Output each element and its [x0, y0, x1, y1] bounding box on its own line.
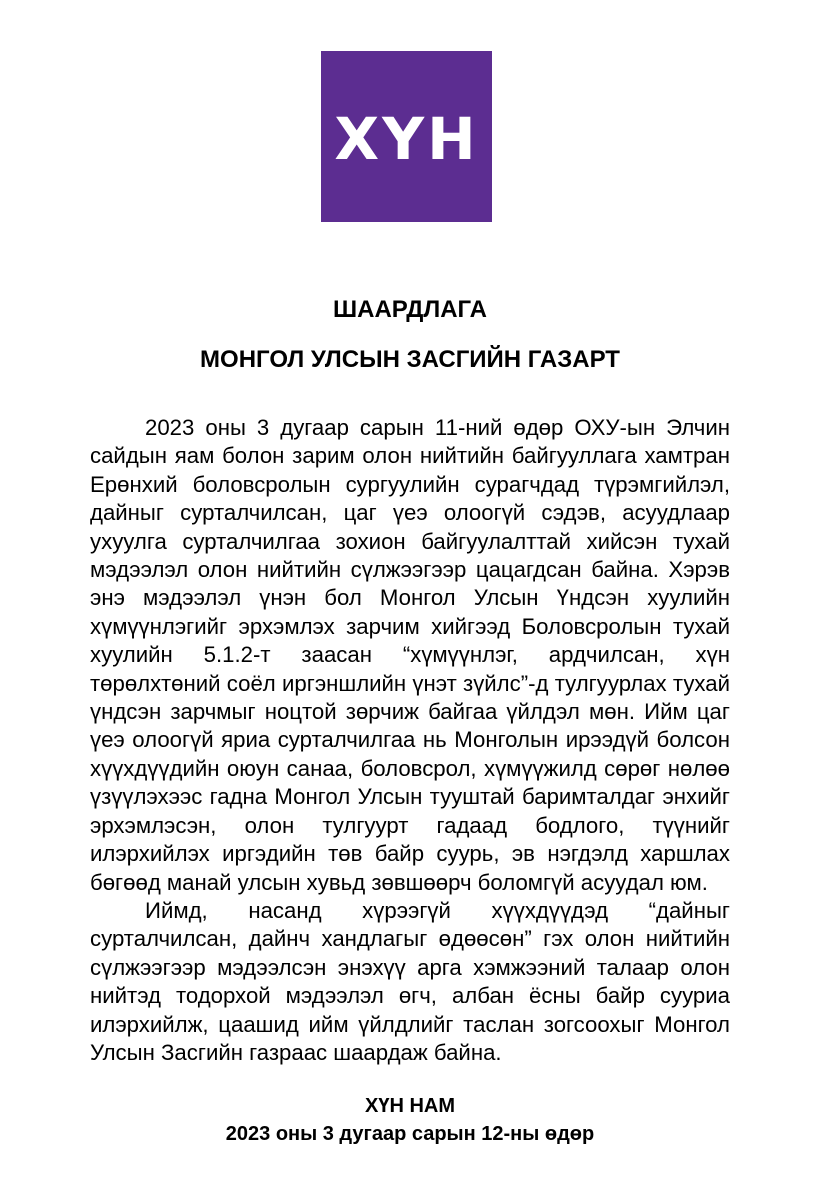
document-addressee: МОНГОЛ УЛСЫН ЗАСГИЙН ГАЗАРТ: [200, 346, 620, 373]
signature-organization: ХҮН НАМ: [364, 1095, 455, 1117]
body-paragraph-1: 2023 оны 3 дугаар сарын 11-ний өдөр ОХУ-ын Элчин сайдын яам болон зарим олон нийтийн байгууллага хамтран Ерөнхий боловсролын сургуулийн сурагчдад түрэмгийлэл, дайныг сурталчилсан, цаг үеэ олоогүй сэдэв, асуудлаар ухуулга сурталчилгаа зохион байгуулалттай хийсэн тухай мэдээлэл олон нийтийн сүлжээгээр цацагдсан байна. Хэрэв энэ мэдээлэл үнэн бол Монгол Улсын Үндсэн хуулийн хүмүүнлэгийг эрхэмлэх зарчим хийгээд Боловсролын тухай хуулийн 5.1.2-т заасан “хүмүүнлэг, ардчилсан, хүн төрөлхтөний соёл иргэншлийн үнэт зүйлс”-д тулгуурлах тухай үндсэн зарчмыг ноцтой зөрчиж байгаа үйлдэл мөн. Ийм цаг үеэ олоогүй яриа сурталчилгаа нь Монголын ирээдүй болсон хүүхдүүдийн оюун санаа, боловсрол, хүмүүжилд сөрөг нөлөө үзүүлэхээс гадна Монгол Улсын тууштай баримталдаг энхийг эрхэмлэсэн, олон тулгуурт гадаад бодлого, түүнийг илэрхийлэх иргэдийн төв байр суурь, эв нэгдэлд харшлах бөгөөд манай улсын хувьд зөвшөөрч боломгүй асуудал юм.: [90, 415, 730, 895]
document-title: ШААРДЛАГА: [333, 296, 487, 323]
party-logo: [321, 51, 492, 222]
signature-date: 2023 оны 3 дугаар сарын 12-ны өдөр: [225, 1123, 595, 1145]
logo-text: ХҮН: [334, 104, 479, 173]
body-paragraph-2: Иймд, насанд хүрээгүй хүүхдүүдэд “дайныг сурталчилсан, дайнч хандлагыг өдөөсөн” гэх олон нийтийн сүлжээгээр мэдээлсэн энэхүү арга хэмжээний талаар олон нийтэд тодорхой мэдээлэл өгч, албан ёсны байр сууриа илэрхийлж, цаашид ийм үйлдлийг таслан зогсоохыг Монгол Улсын Засгийн газраас шаардаж байна.: [90, 897, 730, 1065]
document-body: [90, 414, 730, 1067]
